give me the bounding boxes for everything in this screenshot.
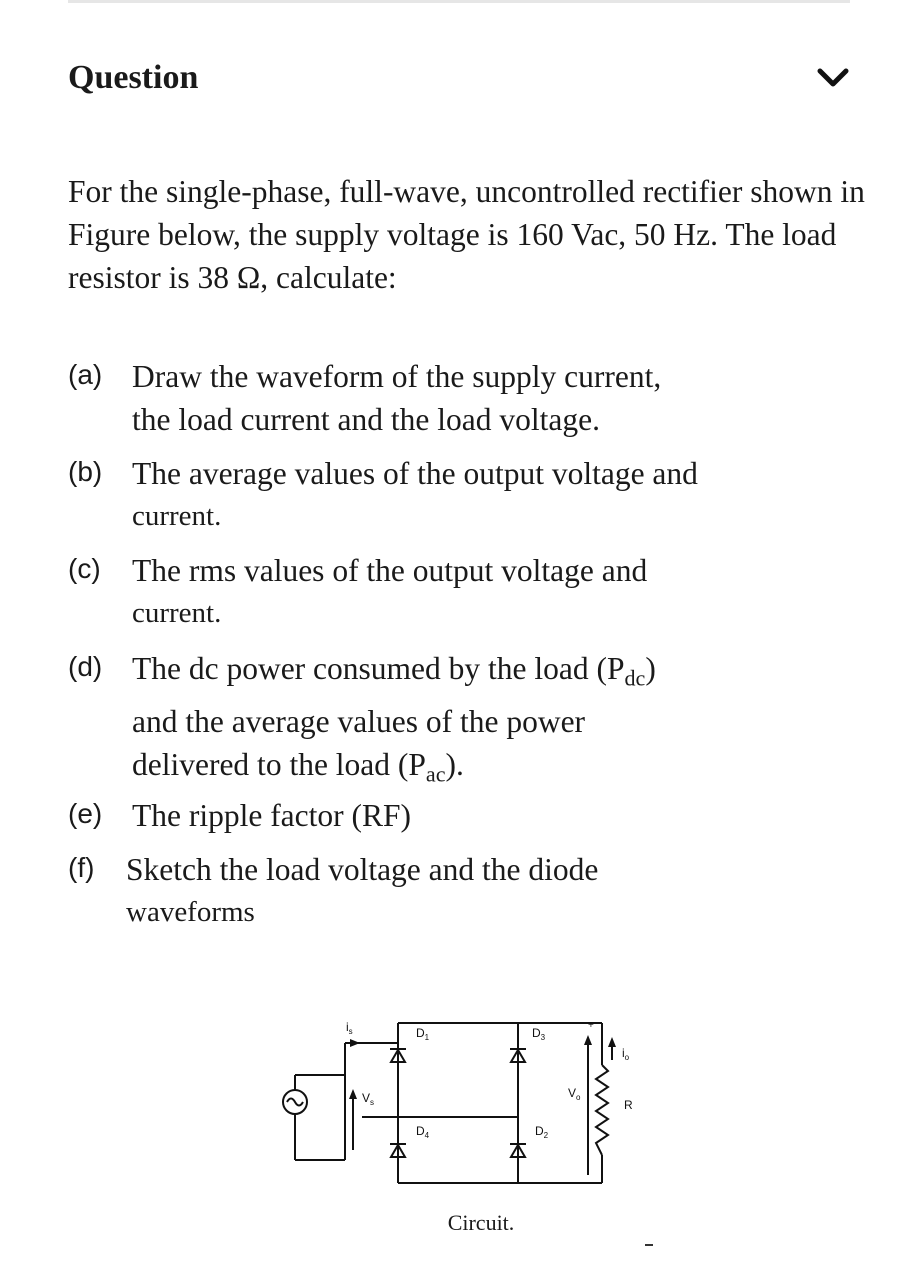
d2-label: $D_2$ [535, 1124, 549, 1140]
part-line: The ripple factor (RF) [132, 798, 412, 833]
chevron-down-icon[interactable] [816, 66, 850, 90]
rectifier-circuit-diagram [250, 1005, 680, 1205]
part-text [132, 549, 852, 635]
part-label: (f) [68, 852, 95, 883]
part-label: (a) [68, 359, 103, 390]
part-label: (d) [68, 651, 103, 682]
d1-label: $D_1$ [416, 1026, 430, 1042]
text-run: The dc power consumed by the load (P [132, 651, 625, 686]
question-intro: For the single-phase, full-wave, uncontrolled rectifier shown in Figure below, the supply voltage is 160 Vac, 50 Hz. The load resistor is 38 Ω, calculate: [68, 174, 865, 295]
part-line: The average values of the output voltage and [132, 456, 698, 491]
is-label: $i_s$ [346, 1020, 353, 1036]
part-line: The rms values of the output voltage and [132, 553, 648, 588]
r-label: R [624, 1098, 633, 1112]
io-label: $i_o$ [622, 1046, 630, 1062]
top-divider [68, 0, 850, 3]
part-line: current. [132, 500, 222, 532]
part-label: (c) [68, 553, 101, 584]
resistor-icon [596, 1065, 608, 1155]
circuit-wiring [283, 1023, 616, 1183]
part-line [132, 647, 852, 700]
part-line: Sketch the load voltage and the diode [126, 852, 599, 887]
part-text [132, 647, 852, 795]
part-label: (b) [68, 456, 103, 487]
text-run: ). [445, 746, 464, 782]
plus-sign: + [588, 1020, 594, 1031]
text-run: delivered to the load (P [132, 746, 426, 782]
part-line: current. [132, 597, 222, 629]
part-line [132, 743, 852, 796]
part-label: (e) [68, 798, 103, 829]
part-line: waveforms [126, 896, 255, 928]
subscript: dc [624, 665, 646, 691]
diodes [390, 1049, 526, 1157]
part-line: Draw the waveform of the supply current, [132, 359, 662, 394]
part-line: and the average values of the power [132, 703, 586, 739]
vo-label: $V_o$ [568, 1086, 581, 1102]
question-header [68, 58, 850, 102]
vs-label: $V_s$ [362, 1091, 375, 1107]
part-text [126, 848, 846, 934]
stray-mark [645, 1244, 653, 1246]
sine-wave-icon [287, 1099, 303, 1106]
subscript: ac [425, 761, 446, 787]
figure-caption: Circuit. [447, 1210, 515, 1235]
part-line: the load current and the load voltage. [132, 402, 600, 437]
text-run: ) [645, 651, 656, 686]
d4-label: $D_4$ [416, 1124, 430, 1140]
question-title: Question [68, 59, 199, 96]
part-text [132, 794, 852, 837]
part-text [132, 355, 852, 441]
part-text [132, 452, 852, 538]
d3-label: $D_3$ [532, 1026, 546, 1042]
